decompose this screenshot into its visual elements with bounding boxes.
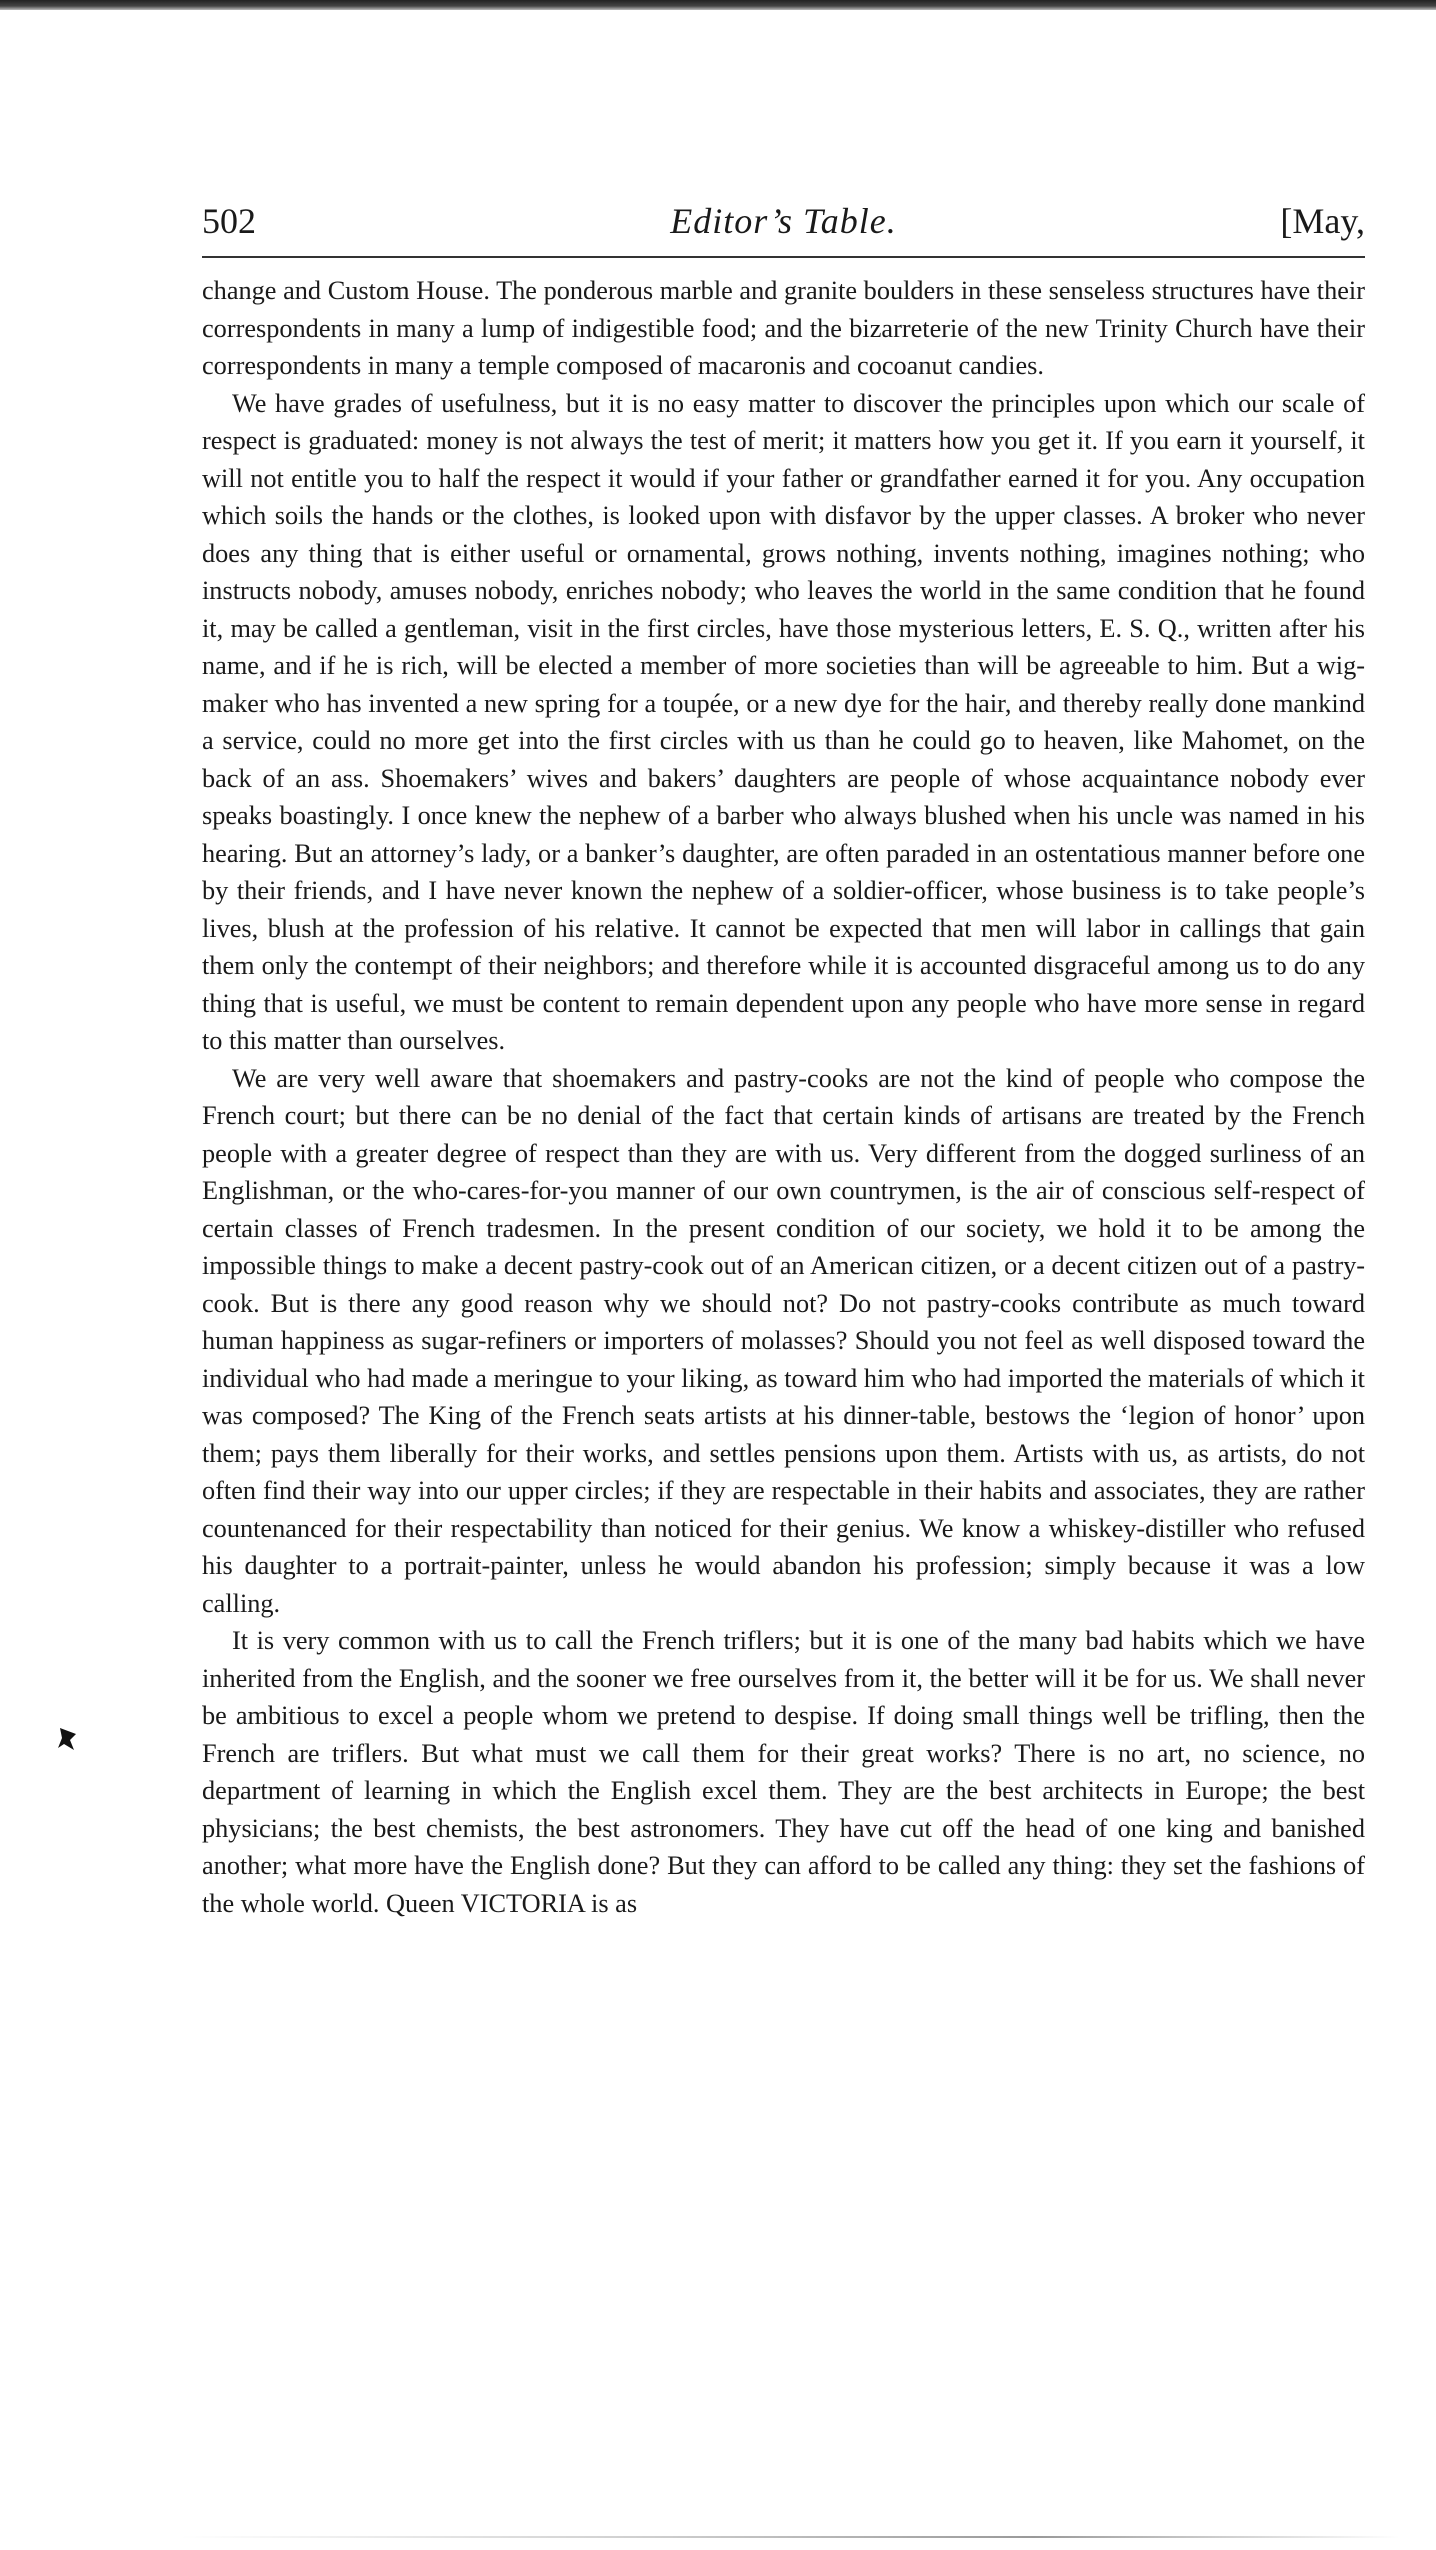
- header-rule: [202, 256, 1365, 258]
- running-title: Editor’s Table.: [670, 201, 897, 241]
- scan-bottom-edge: [180, 2536, 1400, 2538]
- paragraph-1: change and Custom House. The ponderous marble and granite boulders in these senseless structures have their correspondents in many a lump of indigestible food; and the bizarreterie of the new Trinity Church have their correspondents in many a temple composed of macaronis and cocoanut candies.: [202, 276, 1365, 380]
- paragraph-3: We are very well aware that shoemakers and pastry-cooks are not the kind of people who compose the French court; but there can be no denial of the fact that certain kinds of artisans are treated by the French people with a greater degree of respect than they are with us. Very different from the dogged surliness of an Englishman, or the who-cares-for-you manner of our own countrymen, is the air of conscious self-respect of certain classes of French tradesmen. In the present condition of our society, we hold it to be among the impossible things to make a decent pastry-cook out of an American citizen, or a decent citizen out of a pastry-cook. But is there any good reason why we should not? Do not pastry-cooks contribute as much toward human happiness as sugar-refiners or importers of molasses? Should you not feel as well disposed toward the individual who had made a meringue to your liking, as toward him who had imported the materials of which it was composed? The King of the French seats artists at his dinner-table, bestows the ‘legion of honor’ upon them; pays them liberally for their works, and settles pensions upon them. Artists with us, as artists, do not often find their way into our upper circles; if they are respectable in their habits and associates, they are rather countenanced for their respectability than noticed for their genius. We know a whiskey-distiller who refused his daughter to a portrait-painter, unless he would abandon his profession; simply because it was a low calling.: [202, 1063, 1365, 1618]
- running-head: [202, 186, 1365, 256]
- body-text: [202, 272, 1365, 1922]
- scan-top-edge: [0, 0, 1436, 10]
- running-date: [May,: [1280, 201, 1365, 241]
- book-page: [202, 186, 1365, 1922]
- paragraph-2: We have grades of usefulness, but it is no easy matter to discover the principles upon which our scale of respect is graduated: money is not always the test of merit; it matters how you get it. If you earn it yourself, it will not entitle you to half the respect it would if your father or grandfather earned it for you. Any occupation which soils the hands or the clothes, is looked upon with disfavor by the upper classes. A broker who never does any thing that is either useful or ornamental, grows nothing, invents nothing, imagines nothing; who instructs nobody, amuses nobody, enriches nobody; who leaves the world in the same condition that he found it, may be called a gentleman, visit in the first circles, have those mysterious letters, E. S. Q., written after his name, and if he is rich, will be elected a member of more societies than will be agreeable to him. But a wig-maker who has invented a new spring for a toupée, or a new dye for the hair, and thereby really done mankind a service, could no more get into the first circles with us than he could go to heaven, like Mahomet, on the back of an ass. Shoemakers’ wives and bakers’ daughters are people of whose acquaintance nobody ever speaks boastingly. I once knew the nephew of a barber who always blushed when his uncle was named in his hearing. But an attorney’s lady, or a banker’s daughter, are often paraded in an ostentatious manner before one by their friends, and I have never known the nephew of a soldier-officer, whose business is to take people’s lives, blush at the profession of his relative. It cannot be expected that men will labor in callings that gain them only the contempt of their neighbors; and therefore while it is accounted disgraceful among us to do any thing that is useful, we must be content to remain dependent upon any people who have more sense in regard to this matter than ourselves.: [202, 388, 1365, 1055]
- margin-ink-mark: [56, 1724, 82, 1754]
- paragraph-4: It is very common with us to call the French triflers; but it is one of the many bad habits which we have inherited from the English, and the sooner we free ourselves from it, the better will it be for us. We shall never be ambitious to excel a people whom we pretend to despise. If doing small things well be trifling, then the French are triflers. But what must we call them for their great works? There is no art, no science, no department of learning in which the English excel them. They are the best architects in Europe; the best physicians; the best chemists, the best astronomers. They have cut off the head of one king and banished another; what more have the English done? But they can afford to be called any thing: they set the fashions of the whole world. Queen VICTORIA is as: [202, 1626, 1365, 1918]
- page-number: 502: [202, 201, 256, 241]
